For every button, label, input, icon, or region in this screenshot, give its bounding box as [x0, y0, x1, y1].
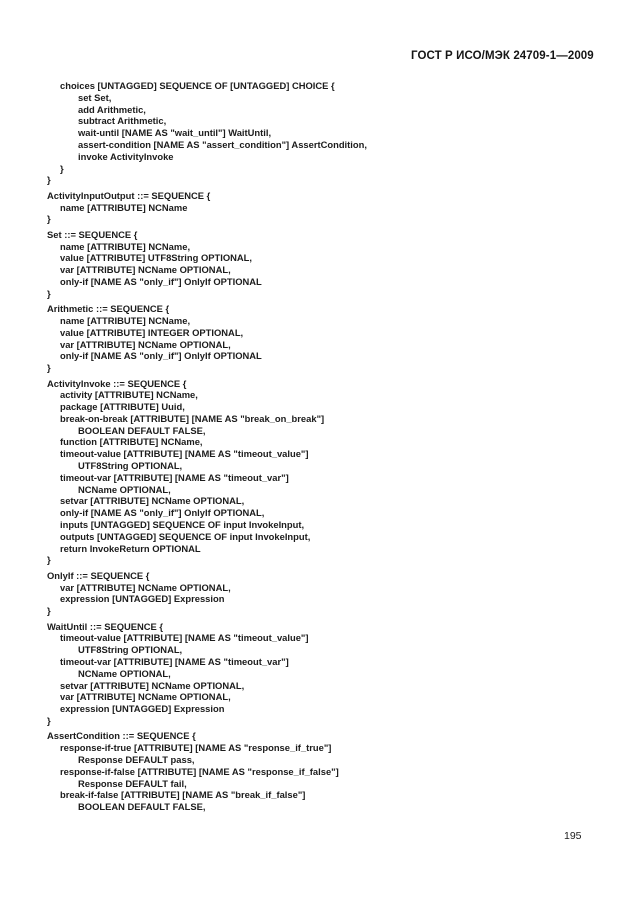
code-line: WaitUntil ::= SEQUENCE {: [47, 620, 164, 632]
code-line: timeout-var [ATTRIBUTE] [NAME AS "timeout_var"]: [60, 471, 289, 483]
code-line: BOOLEAN DEFAULT FALSE,: [78, 801, 206, 813]
document-header: ГОСТ Р ИСО/МЭК 24709-1—2009: [411, 50, 594, 62]
code-block: [47, 190, 367, 225]
code-block: [47, 570, 367, 617]
code-line: break-on-break [ATTRIBUTE] [NAME AS "break_on_break"]: [60, 412, 325, 424]
code-line: only-if [NAME AS "only_if"] OnlyIf OPTIONAL: [60, 350, 262, 362]
code-line: only-if [NAME AS "only_if"] OnlyIf OPTIONAL,: [60, 507, 265, 519]
code-line: choices [UNTAGGED] SEQUENCE OF [UNTAGGED] CHOICE {: [60, 80, 335, 91]
code-line: name [ATTRIBUTE] NCName,: [60, 240, 191, 252]
code-line: response-if-true [ATTRIBUTE] [NAME AS "response_if_true"]: [60, 742, 332, 754]
code-line: }: [47, 554, 51, 566]
code-line: set Set,: [78, 91, 112, 103]
code-line: NCName OPTIONAL,: [78, 667, 171, 679]
code-line: only-if [NAME AS "only_if"] OnlyIf OPTIONAL: [60, 275, 262, 287]
code-line: inputs [UNTAGGED] SEQUENCE OF input InvokeInput,: [60, 519, 305, 531]
code-line: }: [47, 287, 51, 299]
code-line: timeout-value [ATTRIBUTE] [NAME AS "timeout_value"]: [60, 448, 309, 460]
code-line: expression [UNTAGGED] Expression: [60, 593, 225, 605]
code-line: setvar [ATTRIBUTE] NCName OPTIONAL,: [60, 495, 245, 507]
code-line: var [ATTRIBUTE] NCName OPTIONAL,: [60, 581, 231, 593]
code-block: [47, 229, 367, 300]
code-line: }: [60, 162, 64, 174]
code-line: wait-until [NAME AS "wait_until"] WaitUntil,: [78, 127, 272, 139]
code-line: timeout-var [ATTRIBUTE] [NAME AS "timeout_var"]: [60, 656, 289, 668]
code-line: var [ATTRIBUTE] NCName OPTIONAL,: [60, 338, 231, 350]
code-line: UTF8String OPTIONAL,: [78, 644, 183, 656]
code-line: name [ATTRIBUTE] NCName,: [60, 314, 191, 326]
code-line: }: [47, 362, 51, 374]
code-line: AssertCondition ::= SEQUENCE {: [47, 730, 196, 742]
code-line: response-if-false [ATTRIBUTE] [NAME AS "response_if_false"]: [60, 765, 339, 777]
code-line: }: [47, 213, 51, 225]
code-block: [47, 303, 367, 374]
code-line: timeout-value [ATTRIBUTE] [NAME AS "timeout_value"]: [60, 632, 309, 644]
code-line: value [ATTRIBUTE] UTF8String OPTIONAL,: [60, 252, 253, 264]
code-block: [47, 621, 367, 727]
code-line: value [ATTRIBUTE] INTEGER OPTIONAL,: [60, 326, 244, 338]
code-block: [47, 730, 367, 813]
code-block: [47, 378, 367, 567]
code-line: setvar [ATTRIBUTE] NCName OPTIONAL,: [60, 679, 245, 691]
code-block: [47, 80, 367, 186]
code-line: outputs [UNTAGGED] SEQUENCE OF input InvokeInput,: [60, 530, 311, 542]
code-line: OnlyIf ::= SEQUENCE {: [47, 569, 150, 581]
asn1-code-listing: [47, 80, 367, 813]
code-line: BOOLEAN DEFAULT FALSE,: [78, 424, 206, 436]
code-line: return InvokeReturn OPTIONAL: [60, 542, 201, 554]
code-line: }: [47, 605, 51, 617]
code-line: var [ATTRIBUTE] NCName OPTIONAL,: [60, 264, 231, 276]
code-line: name [ATTRIBUTE] NCName: [60, 201, 188, 213]
code-line: NCName OPTIONAL,: [78, 483, 171, 495]
code-line: var [ATTRIBUTE] NCName OPTIONAL,: [60, 691, 231, 703]
code-line: ActivityInvoke ::= SEQUENCE {: [47, 377, 187, 389]
code-line: package [ATTRIBUTE] Uuid,: [60, 401, 185, 413]
page-number: 195: [564, 830, 582, 842]
code-line: invoke ActivityInvoke: [78, 150, 174, 162]
code-line: ActivityInputOutput ::= SEQUENCE {: [47, 189, 211, 201]
code-line: Response DEFAULT fail,: [78, 777, 187, 789]
code-line: expression [UNTAGGED] Expression: [60, 703, 225, 715]
code-line: Set ::= SEQUENCE {: [47, 228, 138, 240]
code-line: break-if-false [ATTRIBUTE] [NAME AS "break_if_false"]: [60, 789, 306, 801]
code-line: subtract Arithmetic,: [78, 115, 167, 127]
code-line: add Arithmetic,: [78, 103, 146, 115]
code-line: UTF8String OPTIONAL,: [78, 460, 183, 472]
code-line: }: [47, 715, 51, 726]
code-line: activity [ATTRIBUTE] NCName,: [60, 389, 198, 401]
code-line: }: [47, 174, 51, 186]
code-line: function [ATTRIBUTE] NCName,: [60, 436, 203, 448]
code-line: Arithmetic ::= SEQUENCE {: [47, 303, 170, 315]
code-line: Response DEFAULT pass,: [78, 753, 195, 765]
code-line: assert-condition [NAME AS "assert_condition"] AssertCondition,: [78, 138, 367, 150]
